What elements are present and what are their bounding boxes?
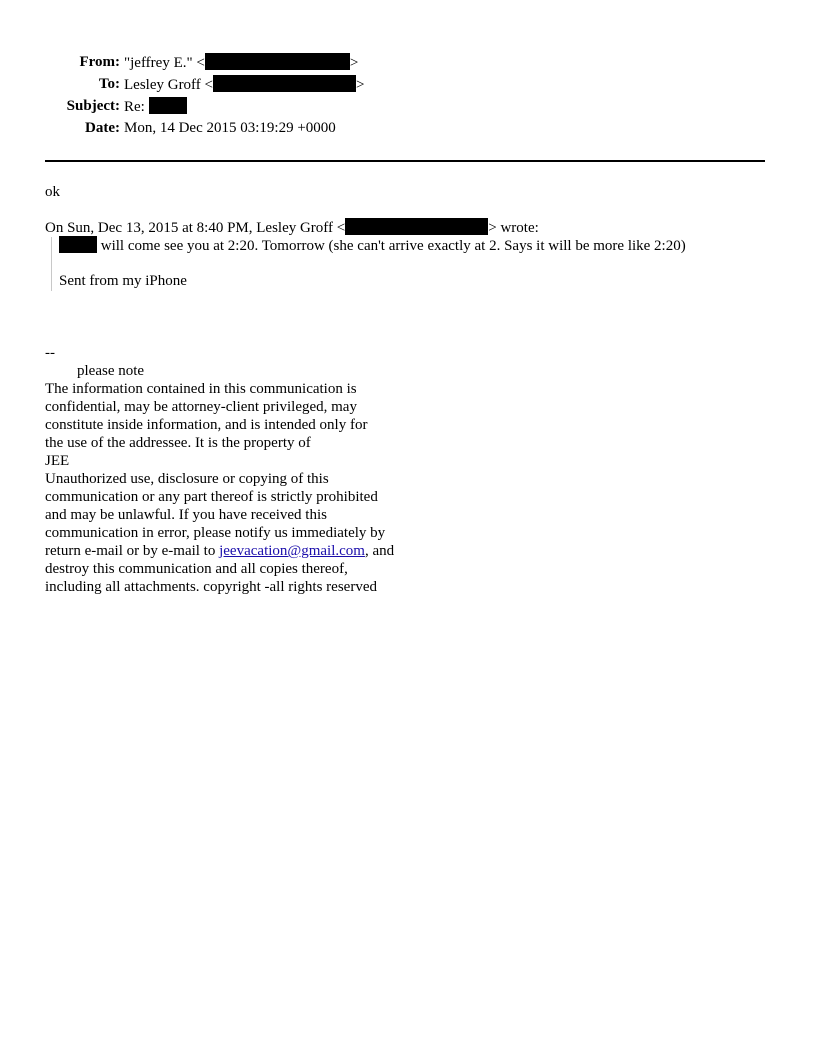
date-value: Mon, 14 Dec 2015 03:19:29 +0000 bbox=[124, 120, 336, 136]
quoted-message-text: will come see you at 2:20. Tomorrow (she can't arrive exactly at 2. Says it will be more like 2:20) bbox=[97, 238, 686, 254]
quote-intro bbox=[45, 218, 539, 237]
quoted-message bbox=[59, 236, 686, 255]
email-link[interactable]: jeevacation@gmail.com bbox=[219, 543, 365, 559]
disclaimer-line: constitute inside information, and is intended only for bbox=[45, 417, 368, 433]
quote-bar bbox=[51, 237, 52, 291]
redaction-block bbox=[345, 218, 488, 235]
disclaimer-line: Unauthorized use, disclosure or copying of this bbox=[45, 471, 329, 487]
from-value bbox=[124, 53, 358, 72]
return-text-end: , and bbox=[364, 543, 395, 559]
to-label: To: bbox=[98, 76, 120, 92]
disclaimer-line: and may be unlawful. If you have received this bbox=[45, 507, 327, 523]
quote-intro-text: On Sun, Dec 13, 2015 at 8:40 PM, Lesley Groff < bbox=[45, 220, 346, 236]
from-label: From: bbox=[79, 54, 120, 70]
to-close: > bbox=[356, 77, 365, 93]
from-close: > bbox=[349, 55, 359, 71]
disclaimer-line: communication in error, please notify us immediately by bbox=[45, 525, 386, 541]
disclaimer-line: destroy this communication and all copies thereof, bbox=[45, 561, 348, 577]
disclaimer-line: confidential, may be attorney-client privileged, may bbox=[45, 399, 357, 415]
redaction-block bbox=[59, 236, 97, 253]
disclaimer-line: JEE bbox=[45, 453, 70, 469]
subject-value bbox=[124, 97, 187, 116]
from-name: "jeffrey E." < bbox=[124, 55, 205, 71]
quote-intro-end: > wrote: bbox=[488, 220, 539, 236]
quoted-signature: Sent from my iPhone bbox=[59, 273, 187, 289]
header-divider bbox=[45, 160, 765, 162]
disclaimer-line: communication or any part thereof is strictly prohibited bbox=[45, 489, 378, 505]
redaction-block bbox=[205, 53, 350, 70]
date-label: Date: bbox=[85, 120, 120, 136]
disclaimer-line: The information contained in this communication is bbox=[45, 381, 357, 397]
redaction-block bbox=[149, 97, 187, 114]
return-text: return e-mail or by e-mail to bbox=[45, 543, 220, 559]
disclaimer-line: the use of the addressee. It is the property of bbox=[45, 435, 311, 451]
disclaimer-line bbox=[45, 542, 394, 560]
subject-text: Re: bbox=[124, 99, 145, 115]
note-heading: please note bbox=[77, 363, 145, 379]
to-name: Lesley Groff < bbox=[124, 77, 213, 93]
disclaimer-line: including all attachments. copyright -all rights reserved bbox=[45, 579, 377, 595]
reply-text: ok bbox=[45, 184, 60, 200]
redaction-block bbox=[213, 75, 356, 92]
signature-separator: -- bbox=[45, 345, 55, 361]
subject-label: Subject: bbox=[66, 98, 120, 114]
to-value bbox=[124, 75, 364, 94]
